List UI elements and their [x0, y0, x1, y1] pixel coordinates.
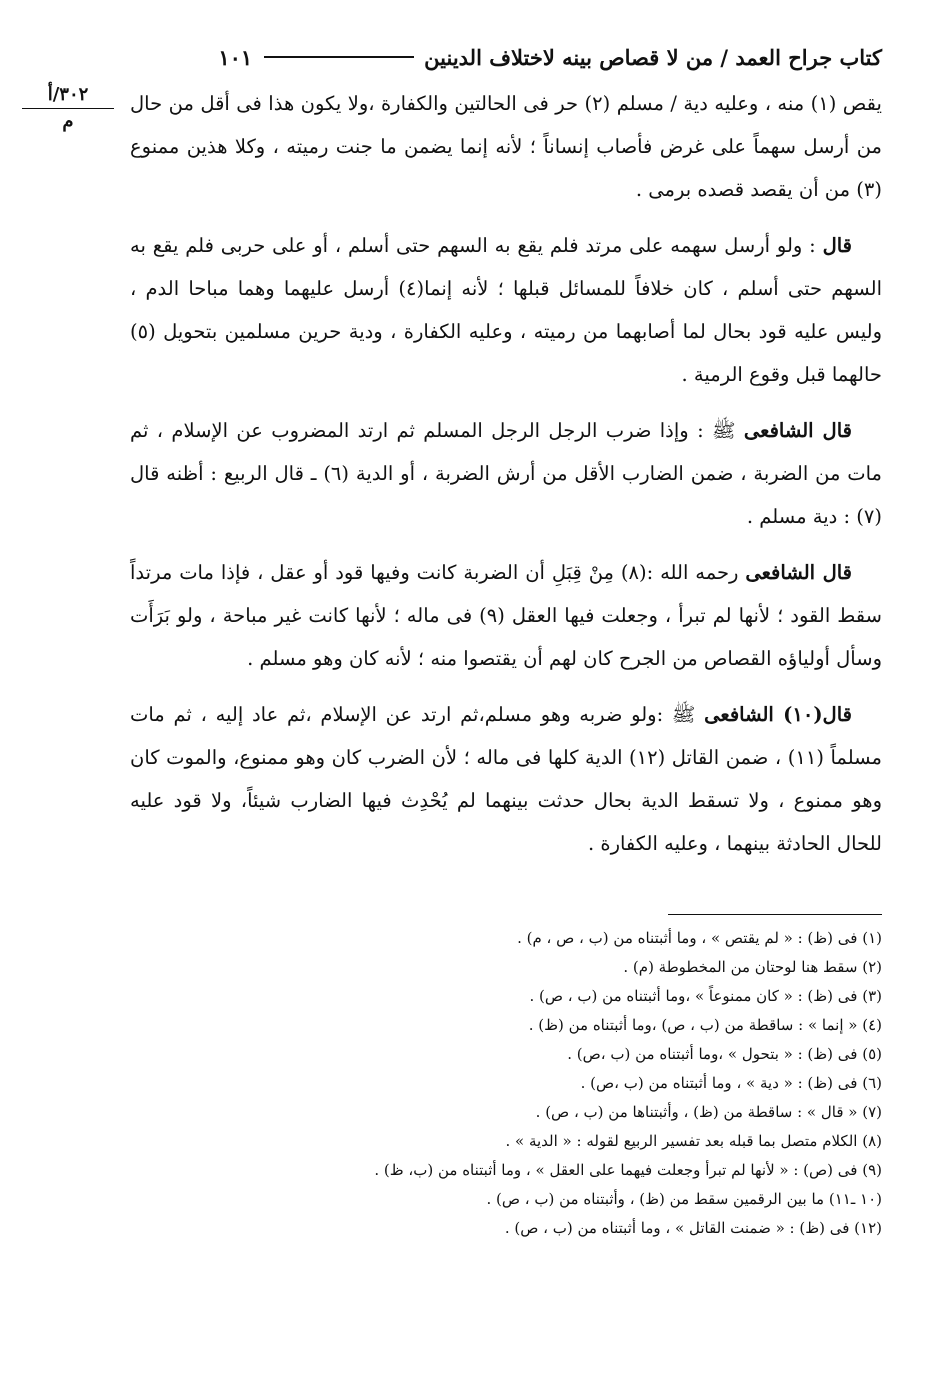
paragraph-text: ﷺ :ولو ضربه وهو مسلم،ثم ارتد عن الإسلام ،ثم عاد إليه ، ثم مات مسلماً (١١) ، ضمن القاتل (١٢) الدية كلها فى ماله ؛ لأن الضرب كان وهو ممنوع، والموت كان وهو ممنوع ، ولا تسقط الدية بحال حدثت بينهما لم يُحْدِث فيها الضارب شيئاً، ولا قود عليه للحال الحادثة بينهما ، وعليه الكفارة .: [130, 703, 882, 855]
footnote: (٤) « إنما » : ساقطة من (ب ، ص) ،وما أثبتناه من (ظ) .: [528, 1016, 882, 1034]
paragraph: [130, 409, 882, 538]
footnote: (٨) الكلام متصل بما قبله بعد تفسير الربيع لقوله : « الدية » .: [505, 1132, 882, 1150]
margin-ref-number: ٣٠٢/أ: [22, 84, 114, 109]
footnote-separator: [668, 914, 882, 915]
paragraph-keyword: قال: [822, 234, 852, 257]
footnote: (٦) فى (ظ) : « دية » ، وما أثبتناه من (ب ،ص) .: [580, 1074, 882, 1092]
footnote: (٧) « قال » : ساقطة من (ظ) ، وأثبتناها من (ب ، ص) .: [535, 1103, 882, 1121]
paragraph-keyword: قال الشافعى: [743, 419, 852, 442]
footnote: (١٠ ـ١١) ما بين الرقمين سقط من (ظ) ، وأثبتناه من (ب ، ص) .: [486, 1190, 882, 1208]
page-number: ١٠١: [218, 44, 253, 70]
paragraph-text: رحمه الله :(٨) مِنْ قِبَلِ أن الضربة كانت وفيها قود أو عقل ، فإذا مات مرتداً سقط القود ؛ لأنها لم تبرأ ، وجعلت فيها العقل (٩) فى ماله ؛ لأنها كانت غير مباحة ، ولو بَرَأَت وسأل أولياؤه القصاص من الجرح كان لهم أن يقتصوا منه ؛ لأنه كان وهو مسلم .: [130, 561, 882, 670]
footnote: (١) فى (ظ) : « لم يقتص » ، وما أثبتناه من (ب ، ص ، م) .: [517, 929, 882, 947]
paragraph: [130, 82, 882, 211]
header-title: كتاب جراح العمد / من لا قصاص بينه لاختلاف الدينين: [424, 44, 882, 70]
paragraph: [130, 551, 882, 680]
paragraph: [130, 693, 882, 865]
footnote: (١٢) فى (ظ) : « ضمنت القاتل » ، وما أثبتناه من (ب ، ص) .: [504, 1219, 882, 1237]
main-text: [130, 82, 882, 878]
margin-ref-siglum: م: [62, 111, 74, 132]
paragraph-text: ﷺ : وإذا ضرب الرجل الرجل المسلم ثم ارتد المضروب عن الإسلام ، ثم مات من الضربة ، ضمن الضارب الأقل من أرش الضربة ، أو الدية (٦) ـ قال الربيع : أظنه قال (٧) : دية مسلم .: [130, 419, 882, 528]
footnote: (٣) فى (ظ) : « كان ممنوعاً » ،وما أثبتناه من (ب ، ص) .: [529, 987, 882, 1005]
running-header: [134, 40, 882, 74]
footnote: (٩) فى (ص) : « لأنها لم تبرأ وجعلت فيهما على العقل » ، وما أثبتناه من (ب، ظ) .: [374, 1161, 882, 1179]
header-rule: [264, 56, 414, 58]
paragraph: [130, 224, 882, 396]
paragraph-keyword: قال الشافعى: [745, 561, 852, 584]
paragraph-text: : ولو أرسل سهمه على مرتد فلم يقع به السهم حتى أسلم ، أو على حربى فلم يقع به السهم حتى أسلم ، كان خلافاً للمسائل قبلها ؛ لأنه إنما(٤) أرسل عليهما وهما مباحا الدم ، وليس عليه قود بحال لما أصابهما من رميته ، وعليه الكفارة ، ودية حرين مسلمين بتحويل (٥) حالهما قبل وقوع الرمية .: [130, 234, 882, 386]
footnote: (٥) فى (ظ) : « بتحول » ،وما أثبتناه من (ب ،ص) .: [567, 1045, 882, 1063]
footnotes: [130, 924, 882, 1243]
paragraph-keyword: قال(١٠) الشافعى: [704, 703, 852, 726]
margin-manuscript-ref: [22, 84, 114, 133]
footnote: (٢) سقط هنا لوحتان من المخطوطة (م) .: [623, 958, 882, 976]
paragraph-text: يقص (١) منه ، وعليه دية / مسلم (٢) حر فى الحالتين والكفارة ،ولا يكون هذا فى أقل من حال من أرسل سهماً على غرض فأصاب إنساناً ؛ لأنه إنما يضمن ما جنت رميته ، وكلا هذين ممنوع (٣) من أن يقصد قصده برمى .: [130, 92, 882, 201]
